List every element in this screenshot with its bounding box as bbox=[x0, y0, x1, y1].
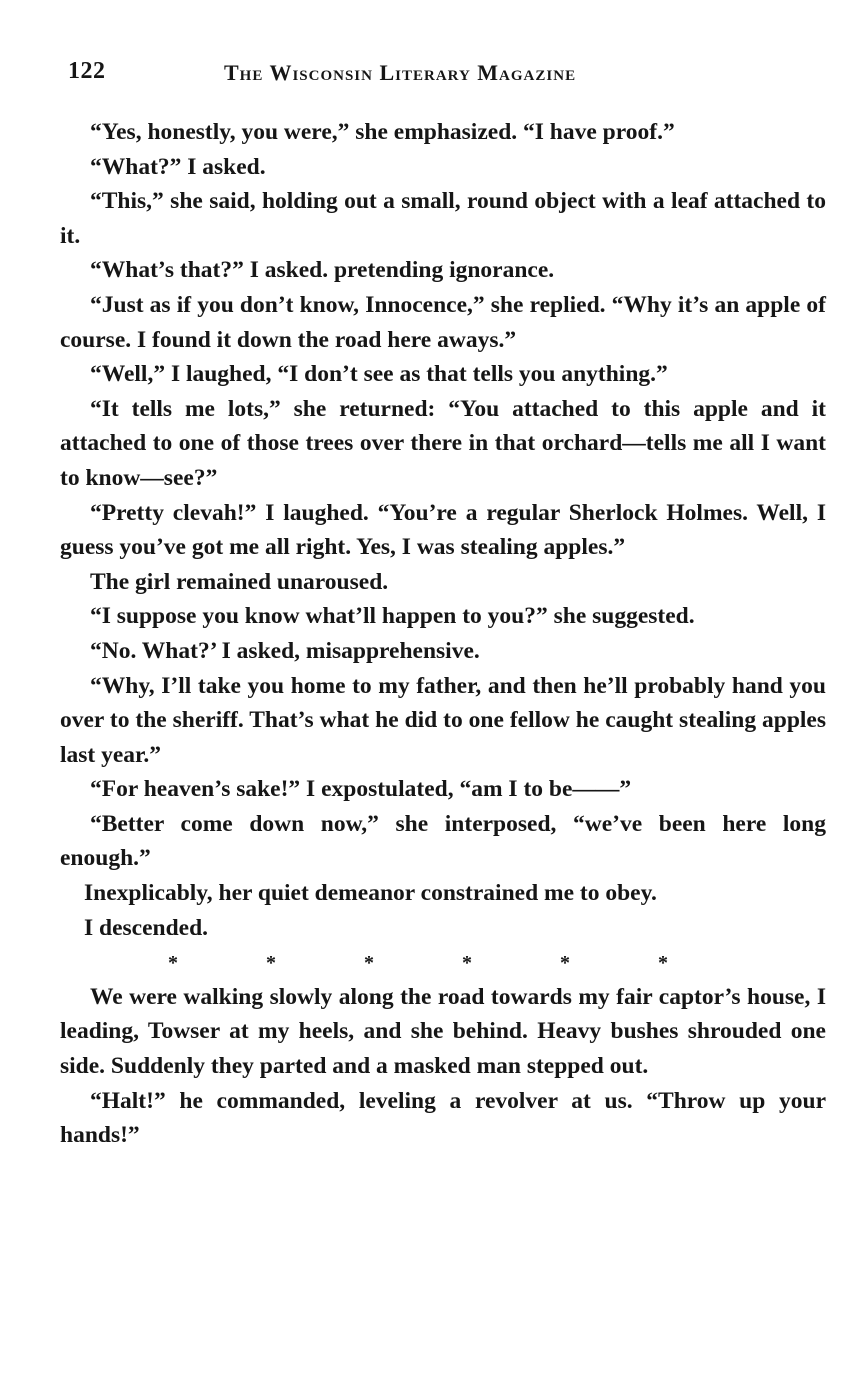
section-break-star: * bbox=[168, 952, 178, 975]
paragraph: Inexplicably, her quiet demeanor constrained me to obey. bbox=[84, 880, 657, 907]
paragraph: “Halt!” he commanded, leveling a revolver at us. “Throw up your hands!” bbox=[60, 1087, 826, 1149]
page-header bbox=[68, 58, 788, 98]
paragraph: “What?” I asked. bbox=[90, 153, 266, 180]
section-break-star: * bbox=[266, 952, 276, 975]
paragraph: “This,” she said, holding out a small, round object with a leaf attached to it. bbox=[60, 188, 826, 249]
section-break-star: * bbox=[658, 952, 668, 975]
paragraph: “Yes, honestly, you were,” she emphasized. “I have proof.” bbox=[90, 119, 675, 145]
paragraph: The girl remained unaroused. bbox=[90, 568, 389, 595]
section-break-star: * bbox=[462, 952, 472, 975]
paragraph: “What’s that?” I asked. pretending ignorance. bbox=[90, 257, 555, 284]
section-break-star: * bbox=[560, 952, 570, 975]
paragraph: “I suppose you know what’ll happen to you?” she suggested. bbox=[90, 603, 695, 630]
paragraph: “No. What?’ I asked, misapprehensive. bbox=[90, 637, 480, 664]
paragraph: “Better come down now,” she interposed, “we’ve been here long enough.” bbox=[60, 810, 826, 872]
paragraph: “Well,” I laughed, “I don’t see as that tells you anything.” bbox=[90, 361, 668, 388]
body-text bbox=[60, 115, 826, 1153]
paragraph: “Pretty clevah!” I laughed. “You’re a regular Sherlock Holmes. Well, I guess you’ve got me all right. Yes, I was stealing apples.” bbox=[60, 499, 826, 561]
section-break-star: * bbox=[364, 952, 374, 975]
section-break bbox=[60, 945, 826, 980]
paragraph: “Just as if you don’t know, Innocence,” she replied. “Why it’s an apple of course. I found it down the road here aways.” bbox=[60, 291, 826, 353]
page-number: 122 bbox=[68, 58, 106, 84]
running-title: The Wisconsin Literary Magazine bbox=[224, 60, 577, 85]
paragraph: “It tells me lots,” she returned: “You attached to this apple and it attached to one of those trees over there in that orchard—tells me all I want to know—see?” bbox=[60, 395, 826, 491]
paragraph: “For heaven’s sake!” I expostulated, “am I to be——” bbox=[90, 776, 632, 803]
paragraph: “Why, I’ll take you home to my father, and then he’ll probably hand you over to the sheriff. That’s what he did to one fellow he caught stealing apples last year.” bbox=[60, 672, 826, 768]
paragraph: I descended. bbox=[84, 914, 209, 941]
paragraph: We were walking slowly along the road towards my fair captor’s house, I leading, Towser at my heels, and she behind. Heavy bushes shrouded one side. Suddenly they parted and a masked man stepped out. bbox=[60, 983, 826, 1080]
